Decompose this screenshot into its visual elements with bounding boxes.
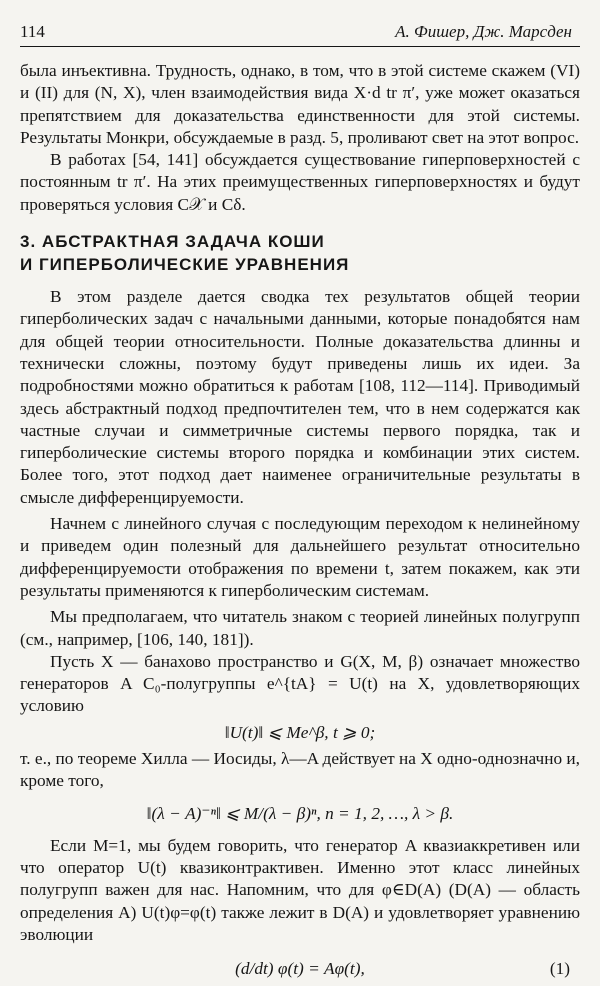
paragraph-6: Пусть X — банахово пространство и G(X, M, β) означает множество генераторов A C₀-полугруппы e^{tA} = U(t) на X, удовлетворяющих условию	[20, 651, 580, 716]
formula-semigroup-bound: ‖U(t)‖ ⩽ Me^β, t ⩾ 0;	[224, 722, 376, 742]
section-heading	[20, 230, 580, 276]
paragraph-5: Мы предполагаем, что читатель знаком с теорией линейных полугрупп (см., например, [106, 140, 181]).	[20, 607, 580, 649]
formula-evolution: (d/dt) φ(t) = Aφ(t),	[235, 959, 365, 979]
running-header	[20, 20, 580, 47]
paragraph-4: Начнем с линейного случая с последующим переходом к нелинейному и приведем один полезный для дальнейшего результат относительно дифференцируемости отображения по времени t, затем покажем, как эти результаты применяются к гиперболическим системам.	[20, 514, 580, 600]
page-number: 114	[20, 22, 45, 41]
formula-resolvent-bound: ‖(λ − A)⁻ⁿ‖ ⩽ M/(λ − β)ⁿ, n = 1, 2, …, λ > β.	[146, 803, 454, 823]
paragraph-8: Если M=1, мы будем говорить, что генератор A квазиаккретивен или что оператор U(t) квазиконтрактивен. Именно этот класс линейных полугрупп важен для нас. Напомним, что для φ∈D(A) (D(A) — область определения A) U(t)φ=φ(t) также лежит в D(A) и удовлетворяет уравнению эволюции	[20, 835, 580, 944]
paragraph-3: В этом разделе дается сводка тех результатов общей теории гиперболических задач с начальными данными, которые понадобятся нам для общей теории относительности. Полные доказательства длинны и технически сложны, поэтому будут приведены лишь их идеи. За подробностями можно обратиться к работам [108, 112—114]. Приводимый здесь абстрактный подход предпочтителен тем, что в нем содержатся как частные случаи и симметричные системы первого порядка, так и гиперболические системы второго порядка и комбинации этих систем. Более того, этот подход дает наименее ограничительные результаты в смысле дифференцируемости.	[20, 287, 580, 507]
section-title-line-1: АБСТРАКТНАЯ ЗАДАЧА КОШИ	[41, 232, 325, 252]
section-number: 3.	[20, 232, 37, 252]
paragraph-1: была инъективна. Трудность, однако, в том, что в этой системе скажем (VI) и (II) для (N, X), член взаимодействия вида X·d tr π′, уже может оказаться препятствием для доказательства единственности для этой системы. Результаты Монкри, обсуждаемые в разд. 5, проливают свет на этот вопрос.	[20, 61, 580, 147]
page-body	[20, 60, 580, 986]
equation-evolution	[20, 952, 580, 986]
running-header-authors: А. Фишер, Дж. Марсден	[395, 22, 572, 41]
paragraph-2: В работах [54, 141] обсуждается существование гиперповерхностей с постоянным tr π′. На этих преимущественных гиперповерхностях и будут проверяться условия C𝒳 и Cδ.	[20, 150, 580, 214]
equation-number: (1)	[549, 959, 570, 979]
paragraph-7: т. е., по теореме Хилла — Иосиды, λ—A действует на X одно-однозначно и, кроме того,	[20, 749, 580, 791]
section-title-line-2: И ГИПЕРБОЛИЧЕСКИЕ УРАВНЕНИЯ	[20, 255, 350, 275]
